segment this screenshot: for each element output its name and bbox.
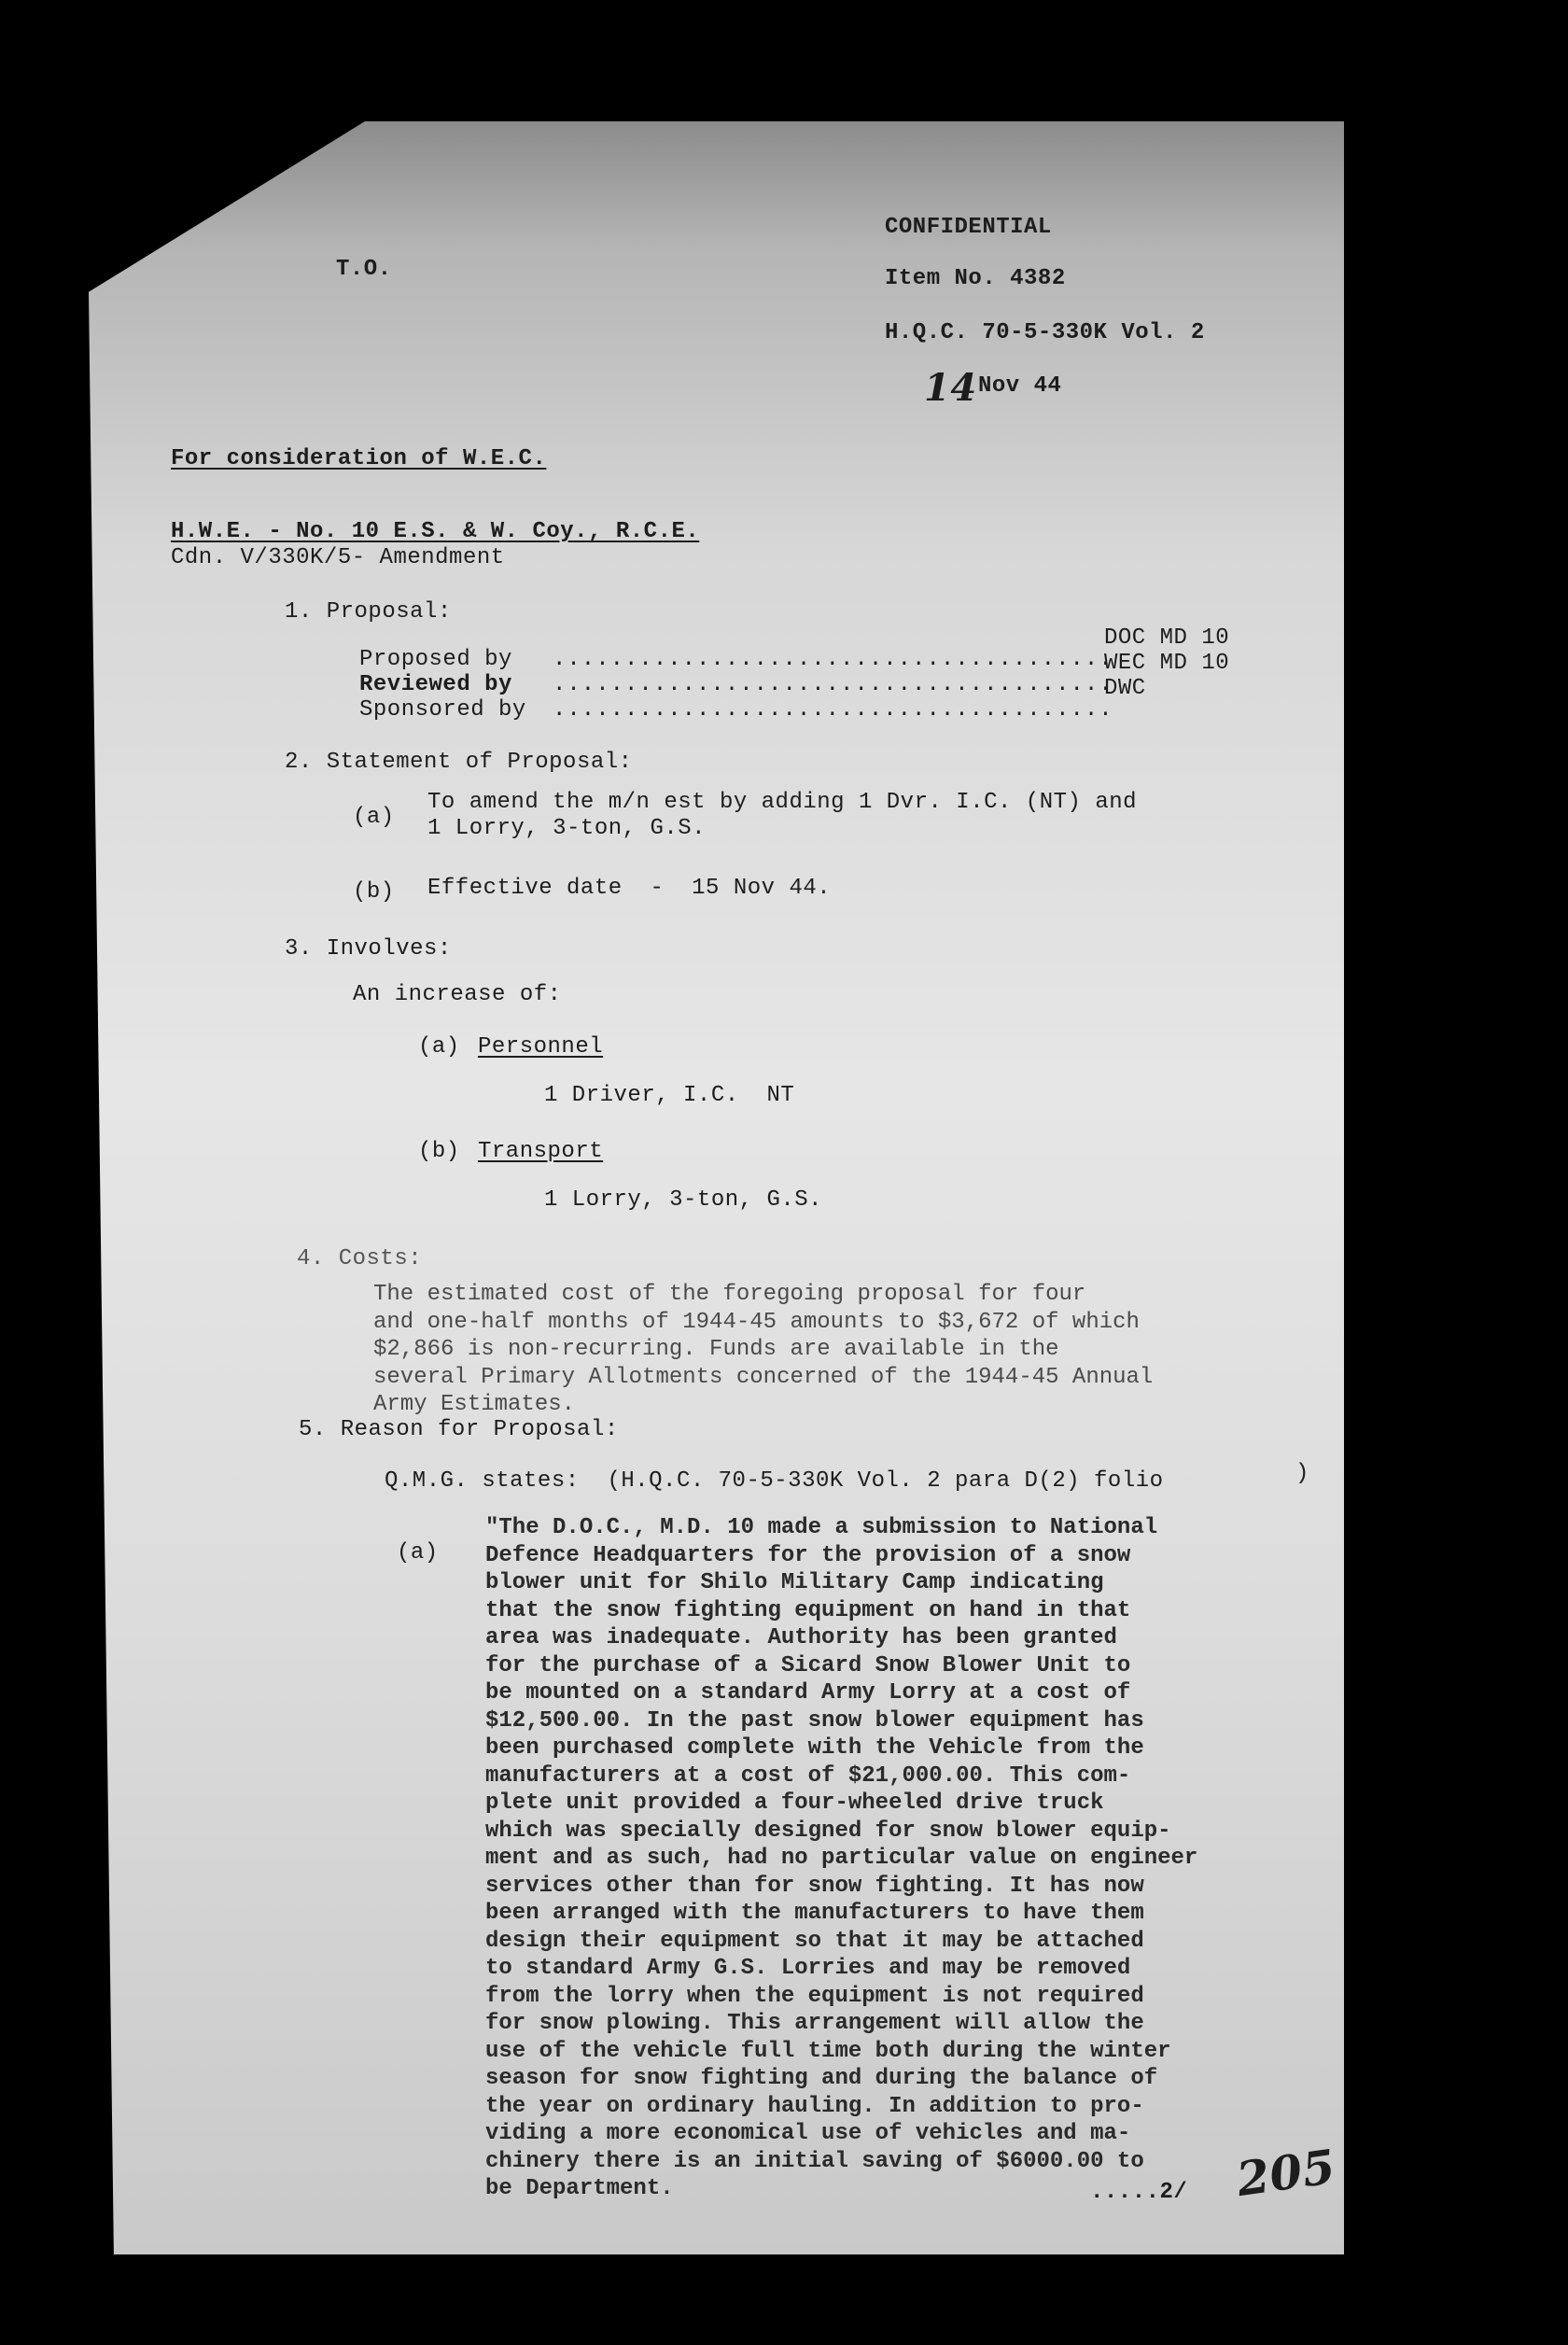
reviewed-by-value: WEC MD 10	[1104, 651, 1230, 676]
to-marking: T.O.	[336, 257, 392, 282]
proposed-by-label: Proposed by	[359, 647, 512, 672]
statement-a-line-2: 1 Lorry, 3-ton, G.S.	[427, 816, 707, 841]
reason-paragraph: "The D.O.C., M.D. 10 made a submission to National Defence Headquarters for the provision of a snow blower unit for Shilo Military Camp indicating that the snow fighting equipment on hand in that area was inadequate. Authority has been granted for the purchase of a Sicard Snow Blower Unit to be mounted on a standard Army Lorry at a cost of $12,500.00. In the past snow blower equipment has been purchased complete with the Vehicle from the manufacturers at a cost of $21,000.00. This com- plete unit provided a four-wheeled drive truck which was specially designed for snow blower equip- ment and as such, had no particular value on engineer services other than for snow fighting. It has now been arranged with the manufacturers to have them design their equipment so that it may be attached to standard Army G.S. Lorries and may be removed from the lorry when the equipment is not required for snow plowing. This arrangement will allow the use of the vehicle full time both during the winter season for snow fighting and during the balance of the year on ordinary hauling. In addition to pro- viding a more economical use of vehicles and ma- chinery there is an initial saving of $6000.00 to be Department.	[485, 1515, 1198, 2201]
statement-a-line-1: To amend the m/n est by adding 1 Dvr. I.C. (NT) and	[427, 790, 1138, 815]
item-number: Item No. 4382	[885, 266, 1066, 291]
handwritten-folio-number: 205	[1233, 2138, 1339, 2208]
item-marker-a: (a)	[353, 805, 395, 830]
leader-dots: .......................................	[553, 647, 1113, 672]
consideration-line: For consideration of W.E.C.	[171, 446, 547, 471]
classification: CONFIDENTIAL	[885, 215, 1052, 240]
personnel-detail: 1 Driver, I.C. NT	[544, 1083, 795, 1108]
qmg-reference: Q.M.G. states: (H.Q.C. 70-5-330K Vol. 2 para D(2) folio	[385, 1468, 1164, 1494]
reviewed-by-label: Reviewed by	[359, 672, 512, 697]
effective-date: Effective date - 15 Nov 44.	[427, 876, 832, 901]
subject-line-1: H.W.E. - No. 10 E.S. & W. Coy., R.C.E.	[171, 519, 700, 544]
date: Nov 44	[978, 373, 1062, 399]
transport-heading: Transport	[478, 1139, 604, 1164]
transport-marker: (b)	[418, 1139, 460, 1164]
sponsored-by-label: Sponsored by	[359, 697, 526, 723]
personnel-heading: Personnel	[478, 1034, 604, 1060]
section-3-heading: 3. Involves:	[285, 936, 452, 962]
closing-bracket: )	[1295, 1461, 1309, 1486]
file-reference: H.Q.C. 70-5-330K Vol. 2	[885, 320, 1205, 345]
section-5-heading: 5. Reason for Proposal:	[299, 1417, 619, 1442]
section-1-heading: 1. Proposal:	[285, 599, 452, 625]
reason-marker-a: (a)	[397, 1540, 439, 1566]
personnel-marker: (a)	[418, 1034, 460, 1060]
transport-detail: 1 Lorry, 3-ton, G.S.	[544, 1187, 823, 1213]
subject-line-2: Cdn. V/330K/5- Amendment	[171, 545, 505, 570]
increase-intro: An increase of:	[353, 982, 562, 1007]
costs-paragraph: The estimated cost of the foregoing proposal for four and one-half months of 1944-45 amounts to $3,672 of which $2,866 is non-recurring. Funds are available in the several Primary Allotments concerned of the 1944-45 Annual Army Estimates.	[373, 1282, 1154, 1417]
proposed-by-value: DOC MD 10	[1104, 625, 1230, 651]
section-2-heading: 2. Statement of Proposal:	[285, 750, 633, 775]
handwritten-day: 14	[924, 366, 977, 410]
leader-dots: .......................................	[553, 697, 1113, 723]
section-4-heading: 4. Costs:	[297, 1246, 423, 1271]
item-marker-b: (b)	[353, 879, 395, 905]
sponsored-by-value: DWC	[1104, 676, 1146, 701]
leader-dots: .......................................	[553, 672, 1113, 697]
continuation-marker: .....2/	[1090, 2180, 1188, 2205]
